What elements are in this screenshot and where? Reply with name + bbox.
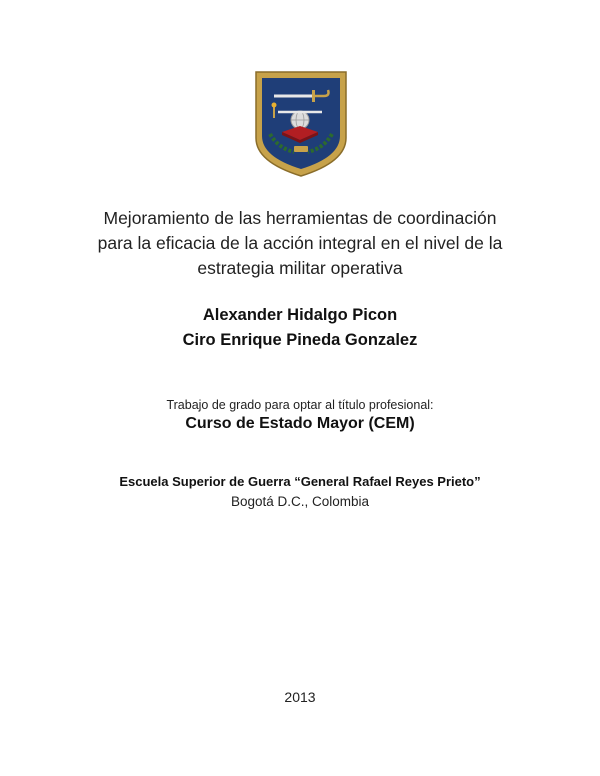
author-1: Alexander Hidalgo Picon — [202, 306, 398, 324]
crest-logo — [254, 70, 348, 178]
year: 2013 — [284, 689, 316, 705]
city-country: Bogotá D.C., Colombia — [230, 494, 370, 509]
degree-name: Curso de Estado Mayor (CEM) — [185, 415, 415, 432]
title-line-3: estrategia militar operativa — [197, 258, 403, 278]
thesis-title — [0, 206, 600, 281]
authors — [0, 303, 600, 353]
title-line-1: Mejoramiento de las herramientas de coordinación — [103, 208, 497, 228]
school-name: Escuela Superior de Guerra “General Rafael Reyes Prieto” — [119, 474, 481, 489]
author-2: Ciro Enrique Pineda Gonzalez — [182, 331, 418, 349]
degree-label: Trabajo de grado para optar al título profesional: — [166, 398, 434, 412]
title-line-2: para la eficacia de la acción integral en el nivel de la — [97, 233, 503, 253]
